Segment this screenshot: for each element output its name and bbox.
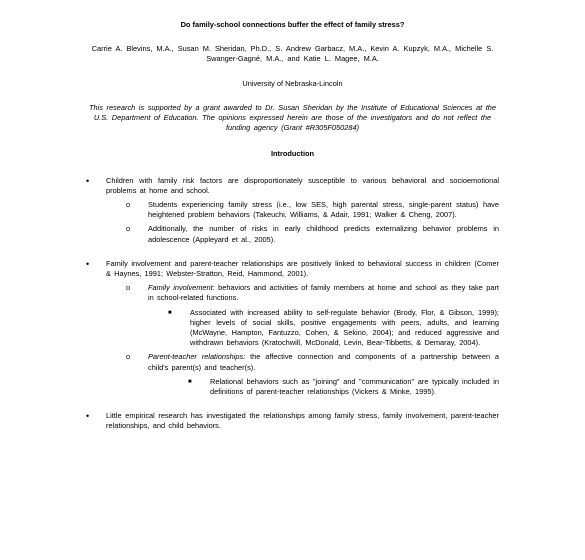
authors-line-2: Swanger-Gagné, M.A., and Katie L. Magee, M.A. <box>206 54 379 64</box>
circle-bullet-icon: o <box>126 224 131 234</box>
circle-bullet-icon: o <box>126 352 131 362</box>
authors-line-1: Carrie A. Blevins, M.A., Susan M. Sheridan, Ph.D., S. Andrew Garbacz, M.A., Kevin A. Kupzyk, M.A., Michelle S. <box>91 44 494 54</box>
tertiary-list-item <box>188 377 499 397</box>
circle-bullet-icon: o <box>126 283 131 293</box>
tertiary-list-item <box>168 308 499 349</box>
square-bullet-icon: ■ <box>168 309 172 316</box>
list-item-text: Little empirical research has investigated the relationships among family stress, family involvement, parent-teacher relationships, and child behaviors. <box>106 411 499 431</box>
author-list <box>86 44 499 64</box>
square-bullet-icon: ■ <box>188 378 192 385</box>
definition-term: Family involvement: <box>148 283 215 293</box>
definition-text: behaviors and activities of family members at home and school as they take part in school-related functions. <box>148 283 499 303</box>
section-heading: Introduction <box>270 149 315 159</box>
sub-list-item <box>126 224 499 244</box>
tertiary-list-item-text: Associated with increased ability to self-regulate behavior (Brody, Flor, & Gibson, 1999); higher levels of social skills, positive engagements with peers, adults, and learning (McWayne, Hampton, Fantuzzo, Cohen, & Sekino, 2004); and reduced aggressive and withdrawn behaviors (Kratochwill, McDonald, Levin, Bear-Tibbetts, & Demaray, 2004). <box>190 307 499 348</box>
list-item <box>86 259 499 397</box>
list-item-text: Children with family risk factors are disproportionately susceptible to various behavioral and socioemotional problems at home and school. <box>106 175 499 195</box>
grant-note: This research is supported by a grant awarded to Dr. Susan Sheridan by the Institute of Educational Sciences at the U.S. Department of Education. The opinions expressed herein are those of the investigators and do not reflect the funding agency (Grant #R305F050284) <box>88 102 496 133</box>
sub-list-item <box>126 200 499 220</box>
bullet-icon: • <box>86 175 90 186</box>
tertiary-list-item-text: Relational behaviors such as "joining" and "communication" are typically included in definitions of parent-teacher relationships (Vickers & Minke, 1995). <box>210 376 499 397</box>
list-item <box>86 176 499 245</box>
list-item <box>86 411 499 431</box>
bullet-list <box>86 176 499 432</box>
bullet-icon: • <box>86 411 90 422</box>
sub-list-item <box>126 283 499 348</box>
definition-text: the affective connection and components of a partnership between a child's parent(s) and teacher(s). <box>148 352 500 372</box>
definition-term: Parent-teacher relationships: <box>148 352 246 362</box>
bullet-icon: • <box>86 258 90 269</box>
sub-list-item <box>126 352 499 397</box>
affiliation: University of Nebraska-Lincoln <box>242 78 343 88</box>
list-item-text: Family involvement and parent-teacher relationships are positively linked to behavioral success in children (Comer & Haynes, 1991; Webster-Stratton, Reid, Hammond, 2001). <box>106 258 499 279</box>
sub-list-item-text: Students experiencing family stress (i.e., low SES, high parental stress, single-parent status) have heightened problem behaviors (Takeuchi, Williams, & Adair, 1991; Walker & Cheng, 2007). <box>148 200 499 220</box>
document-title: Do family-school connections buffer the effect of family stress? <box>180 20 405 29</box>
circle-bullet-icon: o <box>126 200 131 210</box>
sub-list-item-text: Additionally, the number of risks in early childhood predicts externalizing behavior problems in adolescence (Appleyard et al., 2005). <box>148 224 499 244</box>
